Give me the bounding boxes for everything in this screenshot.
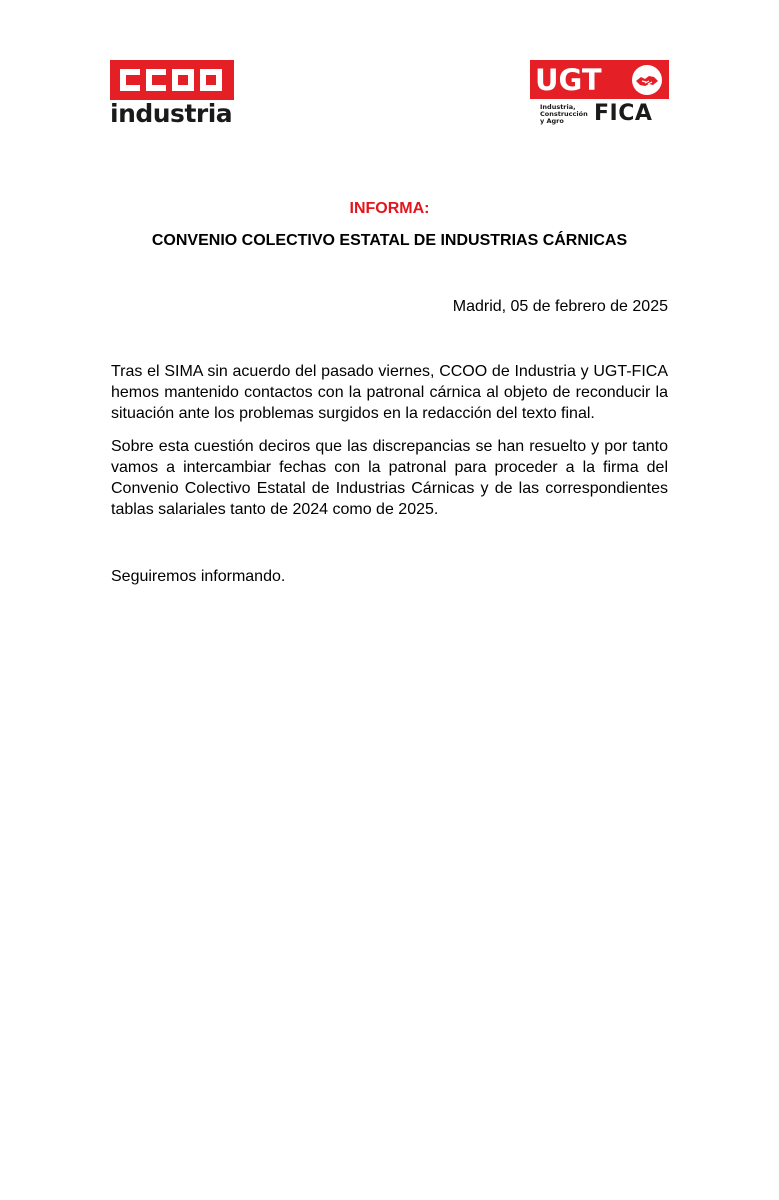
body-paragraph: Sobre esta cuestión deciros que las discrepancias se han resuelto y por tanto vamos a intercambiar fechas con la patronal para proceder a la firma del Convenio Colectivo Estatal de Industrias Cárnicas y de las correspondientes tablas salariales tanto de 2024 como de 2025. bbox=[111, 438, 668, 518]
fica-wordmark: FICA bbox=[594, 101, 653, 126]
ugt-sector-line: y Agro bbox=[540, 117, 564, 125]
ccoo-wordmark-logo bbox=[110, 60, 234, 100]
ccoo-industria-logo bbox=[110, 60, 234, 128]
ugt-sector-line: Industria, bbox=[540, 103, 576, 111]
ugt-fica-logo bbox=[530, 60, 669, 128]
ugt-wordmark: UGT bbox=[535, 63, 602, 97]
informa-label: INFORMA: bbox=[349, 200, 430, 217]
ccoo-subtitle: industria bbox=[110, 99, 233, 128]
ugt-sector-lines bbox=[540, 104, 588, 125]
date-line: Madrid, 05 de febrero de 2025 bbox=[452, 298, 668, 315]
body-paragraph: Tras el SIMA sin acuerdo del pasado viernes, CCOO de Industria y UGT-FICA hemos mantenido contactos con la patronal cárnica al objeto de reconducir la situación ante los problemas surgidos en la redacción del texto final. bbox=[111, 363, 668, 422]
ugt-sector-line: Construcción bbox=[540, 110, 588, 118]
handshake-emblem-icon bbox=[630, 63, 664, 97]
closing-line: Seguiremos informando. bbox=[111, 568, 286, 585]
document-title: CONVENIO COLECTIVO ESTATAL DE INDUSTRIAS CÁRNICAS bbox=[151, 232, 628, 249]
